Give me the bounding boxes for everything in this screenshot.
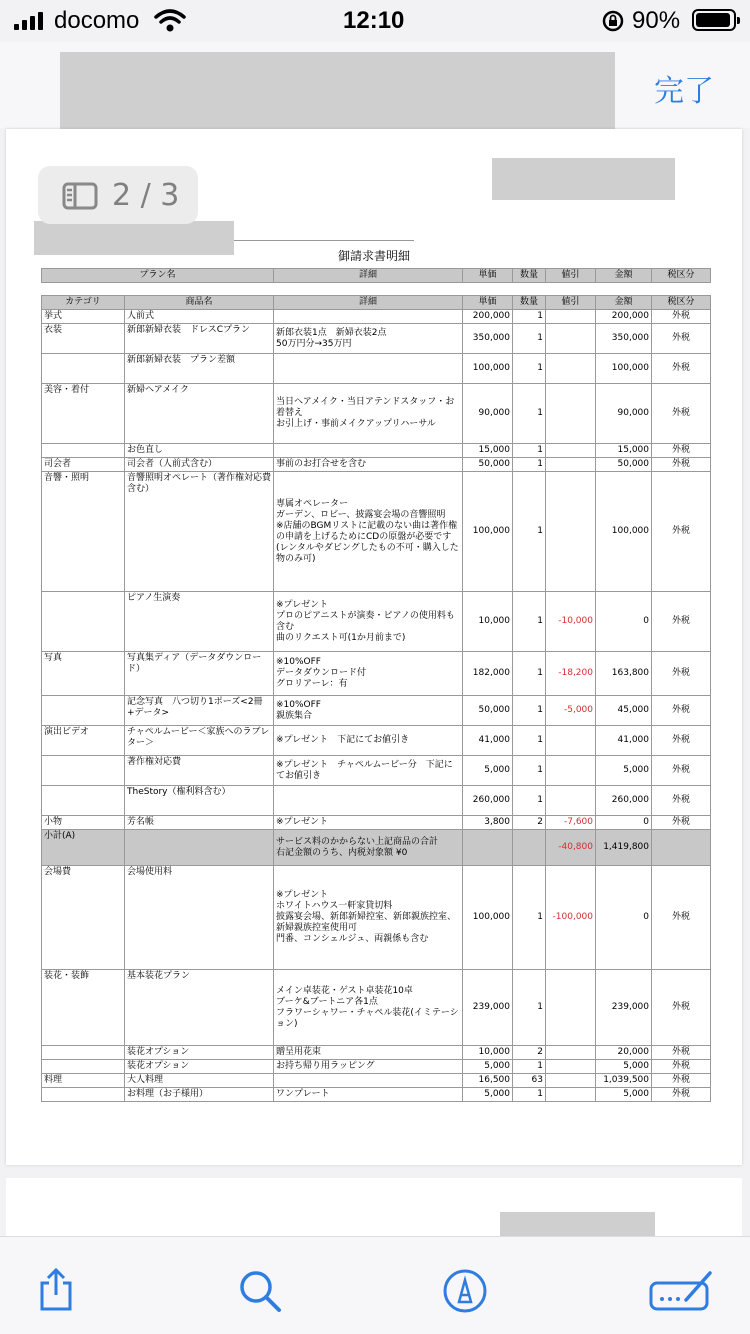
table-row [42, 1060, 711, 1074]
plan-header-cell: 数量 [513, 269, 546, 283]
table-row [42, 970, 711, 1046]
category-cell: 写真 [42, 652, 125, 696]
detail-cell [274, 444, 463, 458]
amount-cell: 0 [596, 866, 652, 970]
markup-icon[interactable] [442, 1268, 488, 1314]
tax-type-cell: 外税 [652, 970, 711, 1046]
tax-type-cell: 外税 [652, 472, 711, 592]
unit-price-cell: 5,000 [463, 756, 513, 786]
detail-cell: 新郎衣装1点 新婦衣装2点 50万円分→35万円 [274, 324, 463, 354]
item-name-cell: 記念写真 八つ切り1ポーズ<2冊+データ> [125, 696, 274, 726]
table-row [42, 458, 711, 472]
amount-cell: 90,000 [596, 384, 652, 444]
detail-header-cell: 金額 [596, 296, 652, 310]
category-cell: 装花・装飾 [42, 970, 125, 1046]
plan-header-table [41, 268, 711, 283]
category-cell: 料理 [42, 1074, 125, 1088]
amount-cell: 45,000 [596, 696, 652, 726]
item-name-cell: お色直し [125, 444, 274, 458]
tax-type-cell: 外税 [652, 1046, 711, 1060]
detail-header-cell: カテゴリ [42, 296, 125, 310]
tax-type-cell: 外税 [652, 1060, 711, 1074]
category-cell [42, 786, 125, 816]
table-row [42, 592, 711, 652]
tax-type-cell: 外税 [652, 1088, 711, 1102]
tax-type-cell: 外税 [652, 384, 711, 444]
category-cell: 衣装 [42, 324, 125, 354]
tax-type-cell: 外税 [652, 1074, 711, 1088]
category-cell [42, 354, 125, 384]
unit-price-cell: 15,000 [463, 444, 513, 458]
title-underline [234, 240, 414, 241]
unit-price-cell: 50,000 [463, 458, 513, 472]
page-number: 2 / 3 [112, 178, 180, 213]
discount-cell [546, 324, 596, 354]
category-cell [42, 1088, 125, 1102]
amount-cell: 163,800 [596, 652, 652, 696]
clock: 12:10 [343, 7, 405, 34]
category-cell: 演出ビデオ [42, 726, 125, 756]
amount-cell: 5,000 [596, 1088, 652, 1102]
detail-cell [274, 1074, 463, 1088]
quantity-cell: 1 [513, 458, 546, 472]
discount-cell [546, 726, 596, 756]
detail-cell: ※プレゼント チャペルムービー分 下記にてお値引き [274, 756, 463, 786]
discount-cell [546, 384, 596, 444]
category-cell: 司会者 [42, 458, 125, 472]
redacted-title [60, 52, 615, 136]
quantity-cell: 1 [513, 384, 546, 444]
tax-type-cell: 外税 [652, 444, 711, 458]
document-page[interactable] [6, 129, 742, 1165]
detail-cell: ※プレゼント [274, 816, 463, 830]
table-row [42, 866, 711, 970]
detail-header-cell: 税区分 [652, 296, 711, 310]
item-name-cell: 司会者（人前式含む） [125, 458, 274, 472]
unit-price-cell: 41,000 [463, 726, 513, 756]
detail-cell: お持ち帰り用ラッピング [274, 1060, 463, 1074]
category-cell [42, 592, 125, 652]
amount-cell: 50,000 [596, 458, 652, 472]
detail-cell: 事前のお打合せを含む [274, 458, 463, 472]
quantity-cell: 2 [513, 1046, 546, 1060]
carrier-label: docomo [54, 7, 140, 34]
discount-cell [546, 1060, 596, 1074]
discount-cell: -18,200 [546, 652, 596, 696]
battery-icon [692, 9, 736, 31]
amount-cell: 239,000 [596, 970, 652, 1046]
redacted-header-block [492, 158, 675, 200]
tax-type-cell: 外税 [652, 726, 711, 756]
quantity-cell: 1 [513, 652, 546, 696]
item-name-cell: 写真集ディア（データダウンロード） [125, 652, 274, 696]
quantity-cell: 1 [513, 324, 546, 354]
page-indicator [38, 166, 198, 224]
tax-type-cell: 外税 [652, 756, 711, 786]
unit-price-cell: 50,000 [463, 696, 513, 726]
amount-cell: 0 [596, 592, 652, 652]
category-cell [42, 756, 125, 786]
category-cell: 小計(A) [42, 830, 125, 866]
tax-type-cell: 外税 [652, 696, 711, 726]
item-name-cell: 人前式 [125, 310, 274, 324]
status-bar [0, 0, 750, 42]
category-cell: 会場費 [42, 866, 125, 970]
category-cell [42, 1060, 125, 1074]
amount-cell: 41,000 [596, 726, 652, 756]
table-row [42, 354, 711, 384]
share-icon[interactable] [36, 1267, 76, 1313]
rotation-lock-icon [602, 10, 624, 32]
unit-price-cell: 350,000 [463, 324, 513, 354]
item-name-cell: 基本装花プラン [125, 970, 274, 1046]
detail-cell: ※10%OFF データダウンロード付 グロリアーレ：有 [274, 652, 463, 696]
category-cell [42, 444, 125, 458]
plan-header-cell: 単価 [463, 269, 513, 283]
item-name-cell: 装花オプション [125, 1046, 274, 1060]
item-name-cell: 音響照明オペレート（著作権対応費含む） [125, 472, 274, 592]
unit-price-cell: 100,000 [463, 866, 513, 970]
unit-price-cell [463, 830, 513, 866]
signature-icon[interactable] [648, 1267, 714, 1313]
category-cell: 美容・着付 [42, 384, 125, 444]
item-name-cell: 会場使用料 [125, 866, 274, 970]
sidebar-icon [62, 182, 98, 210]
item-name-cell: チャペルムービー＜家族へのラブレター＞ [125, 726, 274, 756]
table-row [42, 696, 711, 726]
detail-cell: 贈呈用花束 [274, 1046, 463, 1060]
unit-price-cell: 260,000 [463, 786, 513, 816]
bottom-toolbar [0, 1236, 750, 1334]
discount-cell [546, 1088, 596, 1102]
amount-cell: 200,000 [596, 310, 652, 324]
category-cell: 音響・照明 [42, 472, 125, 592]
quantity-cell: 1 [513, 786, 546, 816]
category-cell [42, 1046, 125, 1060]
category-cell: 小物 [42, 816, 125, 830]
quantity-cell: 1 [513, 1060, 546, 1074]
detail-header-cell: 数量 [513, 296, 546, 310]
item-name-cell: 装花オプション [125, 1060, 274, 1074]
amount-cell: 1,419,800 [596, 830, 652, 866]
battery-percent: 90% [632, 7, 681, 34]
discount-cell [546, 756, 596, 786]
discount-cell: -7,600 [546, 816, 596, 830]
table-row [42, 384, 711, 444]
detail-cell: サービス料のかからない上記商品の合計 右記金額のうち、内税対象額 ¥0 [274, 830, 463, 866]
invoice-detail-table [41, 295, 711, 1102]
discount-cell [546, 1074, 596, 1088]
quantity-cell: 1 [513, 970, 546, 1046]
tax-type-cell: 外税 [652, 652, 711, 696]
detail-cell [274, 786, 463, 816]
detail-header-cell: 詳細 [274, 296, 463, 310]
quantity-cell [513, 830, 546, 866]
wifi-icon [154, 9, 186, 33]
table-row [42, 830, 711, 866]
quantity-cell: 1 [513, 444, 546, 458]
unit-price-cell: 16,500 [463, 1074, 513, 1088]
item-name-cell: 大人料理 [125, 1074, 274, 1088]
item-name-cell [125, 830, 274, 866]
unit-price-cell: 90,000 [463, 384, 513, 444]
discount-cell [546, 1046, 596, 1060]
detail-header-cell: 値引 [546, 296, 596, 310]
item-name-cell: 著作権対応費 [125, 756, 274, 786]
unit-price-cell: 182,000 [463, 652, 513, 696]
table-row [42, 324, 711, 354]
discount-cell [546, 472, 596, 592]
done-button[interactable]: 完了 [654, 74, 714, 109]
unit-price-cell: 100,000 [463, 472, 513, 592]
quantity-cell: 1 [513, 866, 546, 970]
amount-cell: 5,000 [596, 1060, 652, 1074]
unit-price-cell: 10,000 [463, 1046, 513, 1060]
amount-cell: 15,000 [596, 444, 652, 458]
tax-type-cell: 外税 [652, 866, 711, 970]
amount-cell: 1,039,500 [596, 1074, 652, 1088]
quantity-cell: 1 [513, 756, 546, 786]
amount-cell: 350,000 [596, 324, 652, 354]
discount-cell [546, 354, 596, 384]
discount-cell [546, 786, 596, 816]
item-name-cell: 新郎新婦衣装 ドレスCプラン [125, 324, 274, 354]
tax-type-cell: 外税 [652, 786, 711, 816]
signal-icon [14, 12, 46, 30]
discount-cell: -100,000 [546, 866, 596, 970]
amount-cell: 5,000 [596, 756, 652, 786]
detail-cell [274, 310, 463, 324]
tax-type-cell: 外税 [652, 310, 711, 324]
item-name-cell: 芳名帳 [125, 816, 274, 830]
tax-type-cell: 外税 [652, 592, 711, 652]
quantity-cell: 1 [513, 726, 546, 756]
document-title: 御請求書明細 [337, 249, 410, 263]
table-row [42, 1088, 711, 1102]
nav-bar [0, 42, 750, 128]
tax-type-cell: 外税 [652, 324, 711, 354]
detail-cell: ※プレゼント ホワイトハウス一軒家貸切料 披露宴会場、新郎新婦控室、新郎親族控室、新婦親族控室使用可 門番、コンシェルジュ、両親係も含む [274, 866, 463, 970]
table-row [42, 816, 711, 830]
detail-cell [274, 354, 463, 384]
detail-cell: ※10%OFF 親族集合 [274, 696, 463, 726]
amount-cell: 100,000 [596, 354, 652, 384]
detail-cell: 当日ヘアメイク・当日アテンドスタッフ・お着替え お引上げ・事前メイクアップリハーサル [274, 384, 463, 444]
plan-header-cell: 値引 [546, 269, 596, 283]
plan-header-cell: プラン名 [42, 269, 274, 283]
plan-header-cell: 税区分 [652, 269, 711, 283]
table-row [42, 756, 711, 786]
discount-cell [546, 310, 596, 324]
discount-cell: -10,000 [546, 592, 596, 652]
quantity-cell: 1 [513, 310, 546, 324]
table-row [42, 444, 711, 458]
detail-cell: ワンプレート [274, 1088, 463, 1102]
item-name-cell: 新婦ヘアメイク [125, 384, 274, 444]
quantity-cell: 1 [513, 472, 546, 592]
table-row [42, 1046, 711, 1060]
quantity-cell: 63 [513, 1074, 546, 1088]
quantity-cell: 2 [513, 816, 546, 830]
plan-header-cell: 詳細 [274, 269, 463, 283]
unit-price-cell: 100,000 [463, 354, 513, 384]
discount-cell: -40,800 [546, 830, 596, 866]
item-name-cell: お料理（お子様用） [125, 1088, 274, 1102]
tax-type-cell: 外税 [652, 354, 711, 384]
detail-header-cell: 単価 [463, 296, 513, 310]
category-cell: 挙式 [42, 310, 125, 324]
table-row [42, 472, 711, 592]
unit-price-cell: 200,000 [463, 310, 513, 324]
discount-cell [546, 970, 596, 1046]
item-name-cell: ピアノ生演奏 [125, 592, 274, 652]
quantity-cell: 1 [513, 696, 546, 726]
quantity-cell: 1 [513, 354, 546, 384]
table-row [42, 1074, 711, 1088]
amount-cell: 100,000 [596, 472, 652, 592]
table-row [42, 310, 711, 324]
detail-cell: ※プレゼント プロのピアニストが演奏・ピアノの使用料も含む 曲のリクエスト可(1か月前まで) [274, 592, 463, 652]
item-name-cell: TheStory（権利料含む） [125, 786, 274, 816]
discount-cell [546, 444, 596, 458]
amount-cell: 0 [596, 816, 652, 830]
unit-price-cell: 10,000 [463, 592, 513, 652]
plan-header-cell: 金額 [596, 269, 652, 283]
quantity-cell: 1 [513, 1088, 546, 1102]
detail-cell: ※プレゼント 下記にてお値引き [274, 726, 463, 756]
tax-type-cell: 外税 [652, 458, 711, 472]
discount-cell: -5,000 [546, 696, 596, 726]
amount-cell: 20,000 [596, 1046, 652, 1060]
table-row [42, 726, 711, 756]
quantity-cell: 1 [513, 592, 546, 652]
tax-type-cell [652, 830, 711, 866]
unit-price-cell: 5,000 [463, 1060, 513, 1074]
detail-cell: 専属オペレーター ガーデン、ロビー、披露宴会場の音響照明 ※店舗のBGMリストに記載のない曲は著作権の申請を上げるためにCDの原盤が必要です(レンタルやダビングしたもの不可・購入した物のみ可) [274, 472, 463, 592]
discount-cell [546, 458, 596, 472]
item-name-cell: 新郎新婦衣装 プラン差額 [125, 354, 274, 384]
table-row [42, 652, 711, 696]
unit-price-cell: 3,800 [463, 816, 513, 830]
detail-header-cell: 商品名 [125, 296, 274, 310]
tax-type-cell: 外税 [652, 816, 711, 830]
search-icon[interactable] [238, 1269, 282, 1313]
category-cell [42, 696, 125, 726]
unit-price-cell: 239,000 [463, 970, 513, 1046]
unit-price-cell: 5,000 [463, 1088, 513, 1102]
amount-cell: 260,000 [596, 786, 652, 816]
detail-cell: メイン卓装花・ゲスト卓装花10卓 ブーケ&ブートニア各1点 フラワーシャワー・チャペル装花(イミテーション) [274, 970, 463, 1046]
table-row [42, 786, 711, 816]
